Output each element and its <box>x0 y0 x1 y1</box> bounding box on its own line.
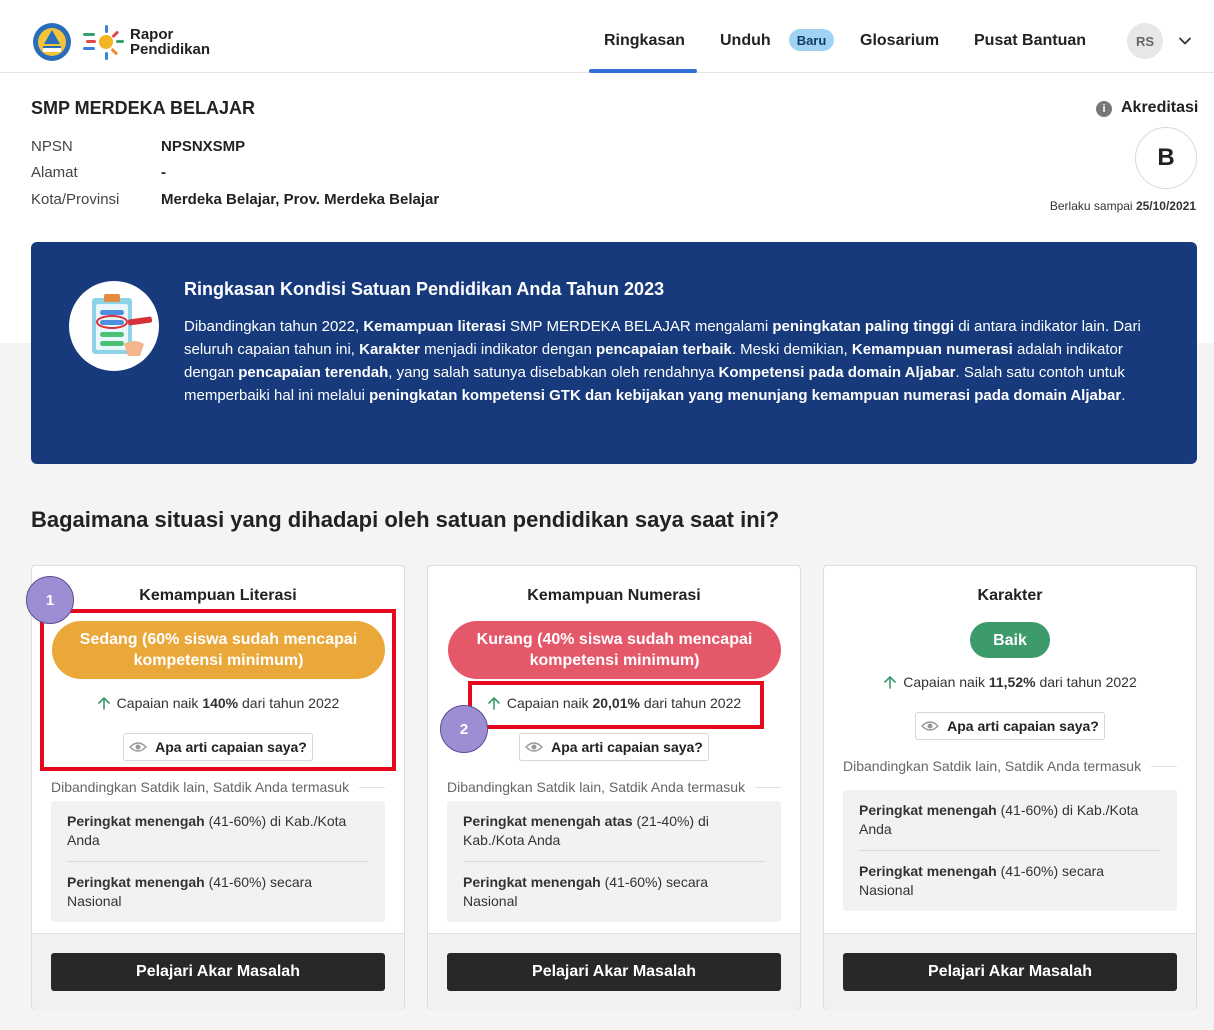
growth-suffix: dari tahun 2022 <box>639 695 742 711</box>
highlight-box-numerasi-growth <box>468 681 764 729</box>
active-tab-indicator <box>589 69 697 73</box>
banner-highlight: Kemampuan literasi <box>363 318 506 335</box>
help-button-label: Apa arti capaian saya? <box>551 739 703 755</box>
rank-detail: (21-40%) di Kab./Kota Anda <box>463 813 709 848</box>
divider <box>755 787 781 788</box>
banner-title: Ringkasan Kondisi Satuan Pendidikan Anda Tahun 2023 <box>184 279 665 299</box>
brand-name[interactable] <box>130 27 210 57</box>
compare-label-text: Dibandingkan Satdik lain, Satdik Anda termasuk <box>447 779 746 795</box>
banner-highlight: peningkatan kompetensi GTK dan kebijakan yang menunjang kemampuan numerasi pada domain Aljabar <box>369 387 1122 404</box>
pelajari-akar-masalah-button[interactable]: Pelajari Akar Masalah <box>447 953 781 991</box>
growth-value: 140% <box>202 695 239 711</box>
rank-detail: (41-60%) secara Nasional <box>67 874 313 909</box>
indicator-card <box>823 565 1197 1010</box>
akreditasi-label: Akreditasi <box>1121 99 1199 116</box>
help-button-label: Apa arti capaian saya? <box>155 739 307 755</box>
rank-nasional <box>463 862 765 922</box>
banner-highlight: Kemampuan numerasi <box>851 341 1013 358</box>
rank-kabupaten <box>463 801 765 861</box>
rank-level: Peringkat menengah <box>859 802 997 818</box>
growth-value: 11,52% <box>988 674 1036 690</box>
rank-level: Peringkat menengah <box>67 874 205 890</box>
ranking-box <box>843 790 1177 911</box>
rank-level: Peringkat menengah <box>859 863 997 879</box>
growth-text <box>824 674 1196 690</box>
banner-highlight: pencapaian terendah <box>238 364 389 381</box>
banner-text-segment: , yang salah satunya disebabkan oleh rendahnya <box>388 364 719 381</box>
pelajari-akar-masalah-button[interactable]: Pelajari Akar Masalah <box>843 953 1177 991</box>
rank-kabupaten <box>67 801 369 861</box>
rank-detail: (41-60%) secara Nasional <box>859 863 1105 898</box>
indicator-card <box>427 565 801 1010</box>
brand-line-2: Pendidikan <box>130 41 211 58</box>
rank-nasional <box>67 862 369 922</box>
akreditasi-validity <box>1050 199 1196 213</box>
rank-kabupaten <box>859 790 1161 850</box>
alamat-label: Alamat <box>31 164 78 181</box>
compare-label <box>51 779 385 795</box>
rank-level: Peringkat menengah <box>463 874 601 890</box>
compare-label-text: Dibandingkan Satdik lain, Satdik Anda termasuk <box>843 758 1142 774</box>
divider <box>1151 766 1177 767</box>
brand-line-1: Rapor <box>130 26 174 43</box>
chevron-down-icon[interactable] <box>1178 34 1192 48</box>
annotation-marker-2: 2 <box>440 705 488 753</box>
growth-prefix: Capaian naik <box>903 674 989 690</box>
banner-text-segment: SMP MERDEKA BELAJAR mengalami <box>505 318 773 335</box>
ranking-box <box>447 801 781 922</box>
status-pill: Baik <box>970 622 1050 658</box>
highlight-box-literasi <box>40 609 396 771</box>
rank-nasional <box>859 851 1161 911</box>
rank-detail: (41-60%) di Kab./Kota Anda <box>67 813 347 848</box>
banner-text-segment: Dibandingkan tahun 2022, <box>184 318 364 335</box>
npsn-label: NPSN <box>31 138 73 155</box>
banner-paragraph <box>184 315 1169 407</box>
compare-label <box>843 758 1177 774</box>
nav-unduh[interactable]: Unduh <box>720 32 771 49</box>
banner-text-segment: menjadi indikator dengan <box>420 341 596 358</box>
card-title: Kemampuan Numerasi <box>527 587 701 604</box>
banner-text-segment: . Meski demikian, <box>731 341 852 358</box>
growth-prefix: Capaian naik <box>116 695 203 711</box>
clipboard-illustration-icon <box>68 280 160 372</box>
banner-highlight: Kompetensi pada domain Aljabar <box>718 364 956 381</box>
kota-provinsi-value: Merdeka Belajar, Prov. Merdeka Belajar <box>161 191 440 208</box>
akreditasi-valid-prefix: Berlaku sampai <box>1049 199 1133 213</box>
help-button-label: Apa arti capaian saya? <box>947 718 1099 734</box>
alamat-value: - <box>161 164 166 181</box>
card-footer <box>32 933 404 1010</box>
annotation-marker-1: 1 <box>26 576 74 624</box>
nav-pusat-bantuan[interactable]: Pusat Bantuan <box>974 32 1087 49</box>
rank-level: Peringkat menengah <box>67 813 205 829</box>
arrow-up-icon <box>883 675 897 689</box>
help-button[interactable] <box>519 733 709 761</box>
pelajari-akar-masalah-button[interactable]: Pelajari Akar Masalah <box>51 953 385 991</box>
compare-label <box>447 779 781 795</box>
school-name: SMP MERDEKA BELAJAR <box>31 98 256 118</box>
info-icon[interactable]: i <box>1096 101 1112 117</box>
user-avatar[interactable]: RS <box>1127 23 1163 59</box>
status-pill: Kurang (40% siswa sudah mencapai kompetensi minimum) <box>448 621 781 679</box>
banner-text-segment: . <box>1121 387 1126 404</box>
summary-banner <box>31 242 1197 464</box>
banner-highlight: Karakter <box>359 341 420 358</box>
card-footer <box>824 933 1196 1010</box>
rank-detail: (41-60%) di Kab./Kota Anda <box>859 802 1139 837</box>
help-button[interactable] <box>915 712 1105 740</box>
growth-prefix: Capaian naik <box>506 695 593 711</box>
nav-ringkasan[interactable]: Ringkasan <box>604 32 685 49</box>
banner-highlight: peningkatan paling tinggi <box>772 318 955 335</box>
compare-label-text: Dibandingkan Satdik lain, Satdik Anda termasuk <box>51 779 350 795</box>
banner-text-segment: adalah indikator dengan <box>184 341 1123 381</box>
growth-suffix: dari tahun 2022 <box>238 695 340 711</box>
nav-glosarium[interactable]: Glosarium <box>860 32 940 49</box>
npsn-value: NPSNXSMP <box>161 138 246 155</box>
divider <box>359 787 385 788</box>
new-badge: Baru <box>789 29 834 51</box>
growth-value: 20,01% <box>592 695 640 711</box>
eye-icon <box>921 720 939 732</box>
section-heading: Bagaimana situasi yang dihadapi oleh satuan pendidikan saya saat ini? <box>31 507 780 532</box>
ranking-box <box>51 801 385 922</box>
banner-text-segment: . Salah satu contoh untuk memperbaiki hal ini melalui <box>184 364 1125 404</box>
card-title: Kemampuan Literasi <box>139 587 297 604</box>
kota-provinsi-label: Kota/Provinsi <box>31 191 120 208</box>
growth-suffix: dari tahun 2022 <box>1035 674 1137 690</box>
akreditasi-grade: B <box>1135 127 1197 189</box>
rank-level: Peringkat menengah atas <box>463 813 633 829</box>
card-title: Karakter <box>977 587 1043 604</box>
top-navbar <box>0 0 1214 73</box>
akreditasi-valid-date: 25/10/2021 <box>1135 199 1196 213</box>
rank-detail: (41-60%) secara Nasional <box>463 874 709 909</box>
card-footer <box>428 933 800 1010</box>
banner-highlight: pencapaian terbaik <box>595 341 732 358</box>
status-pill: Sedang (60% siswa sudah mencapai kompetensi minimum) <box>52 621 385 679</box>
banner-text-segment: di antara indikator lain. Dari seluruh capaian tahun ini, <box>184 318 1141 358</box>
eye-icon <box>525 741 543 753</box>
kemendikbud-logo-icon[interactable] <box>32 22 72 62</box>
rapor-pendidikan-logo-icon[interactable] <box>80 22 124 62</box>
